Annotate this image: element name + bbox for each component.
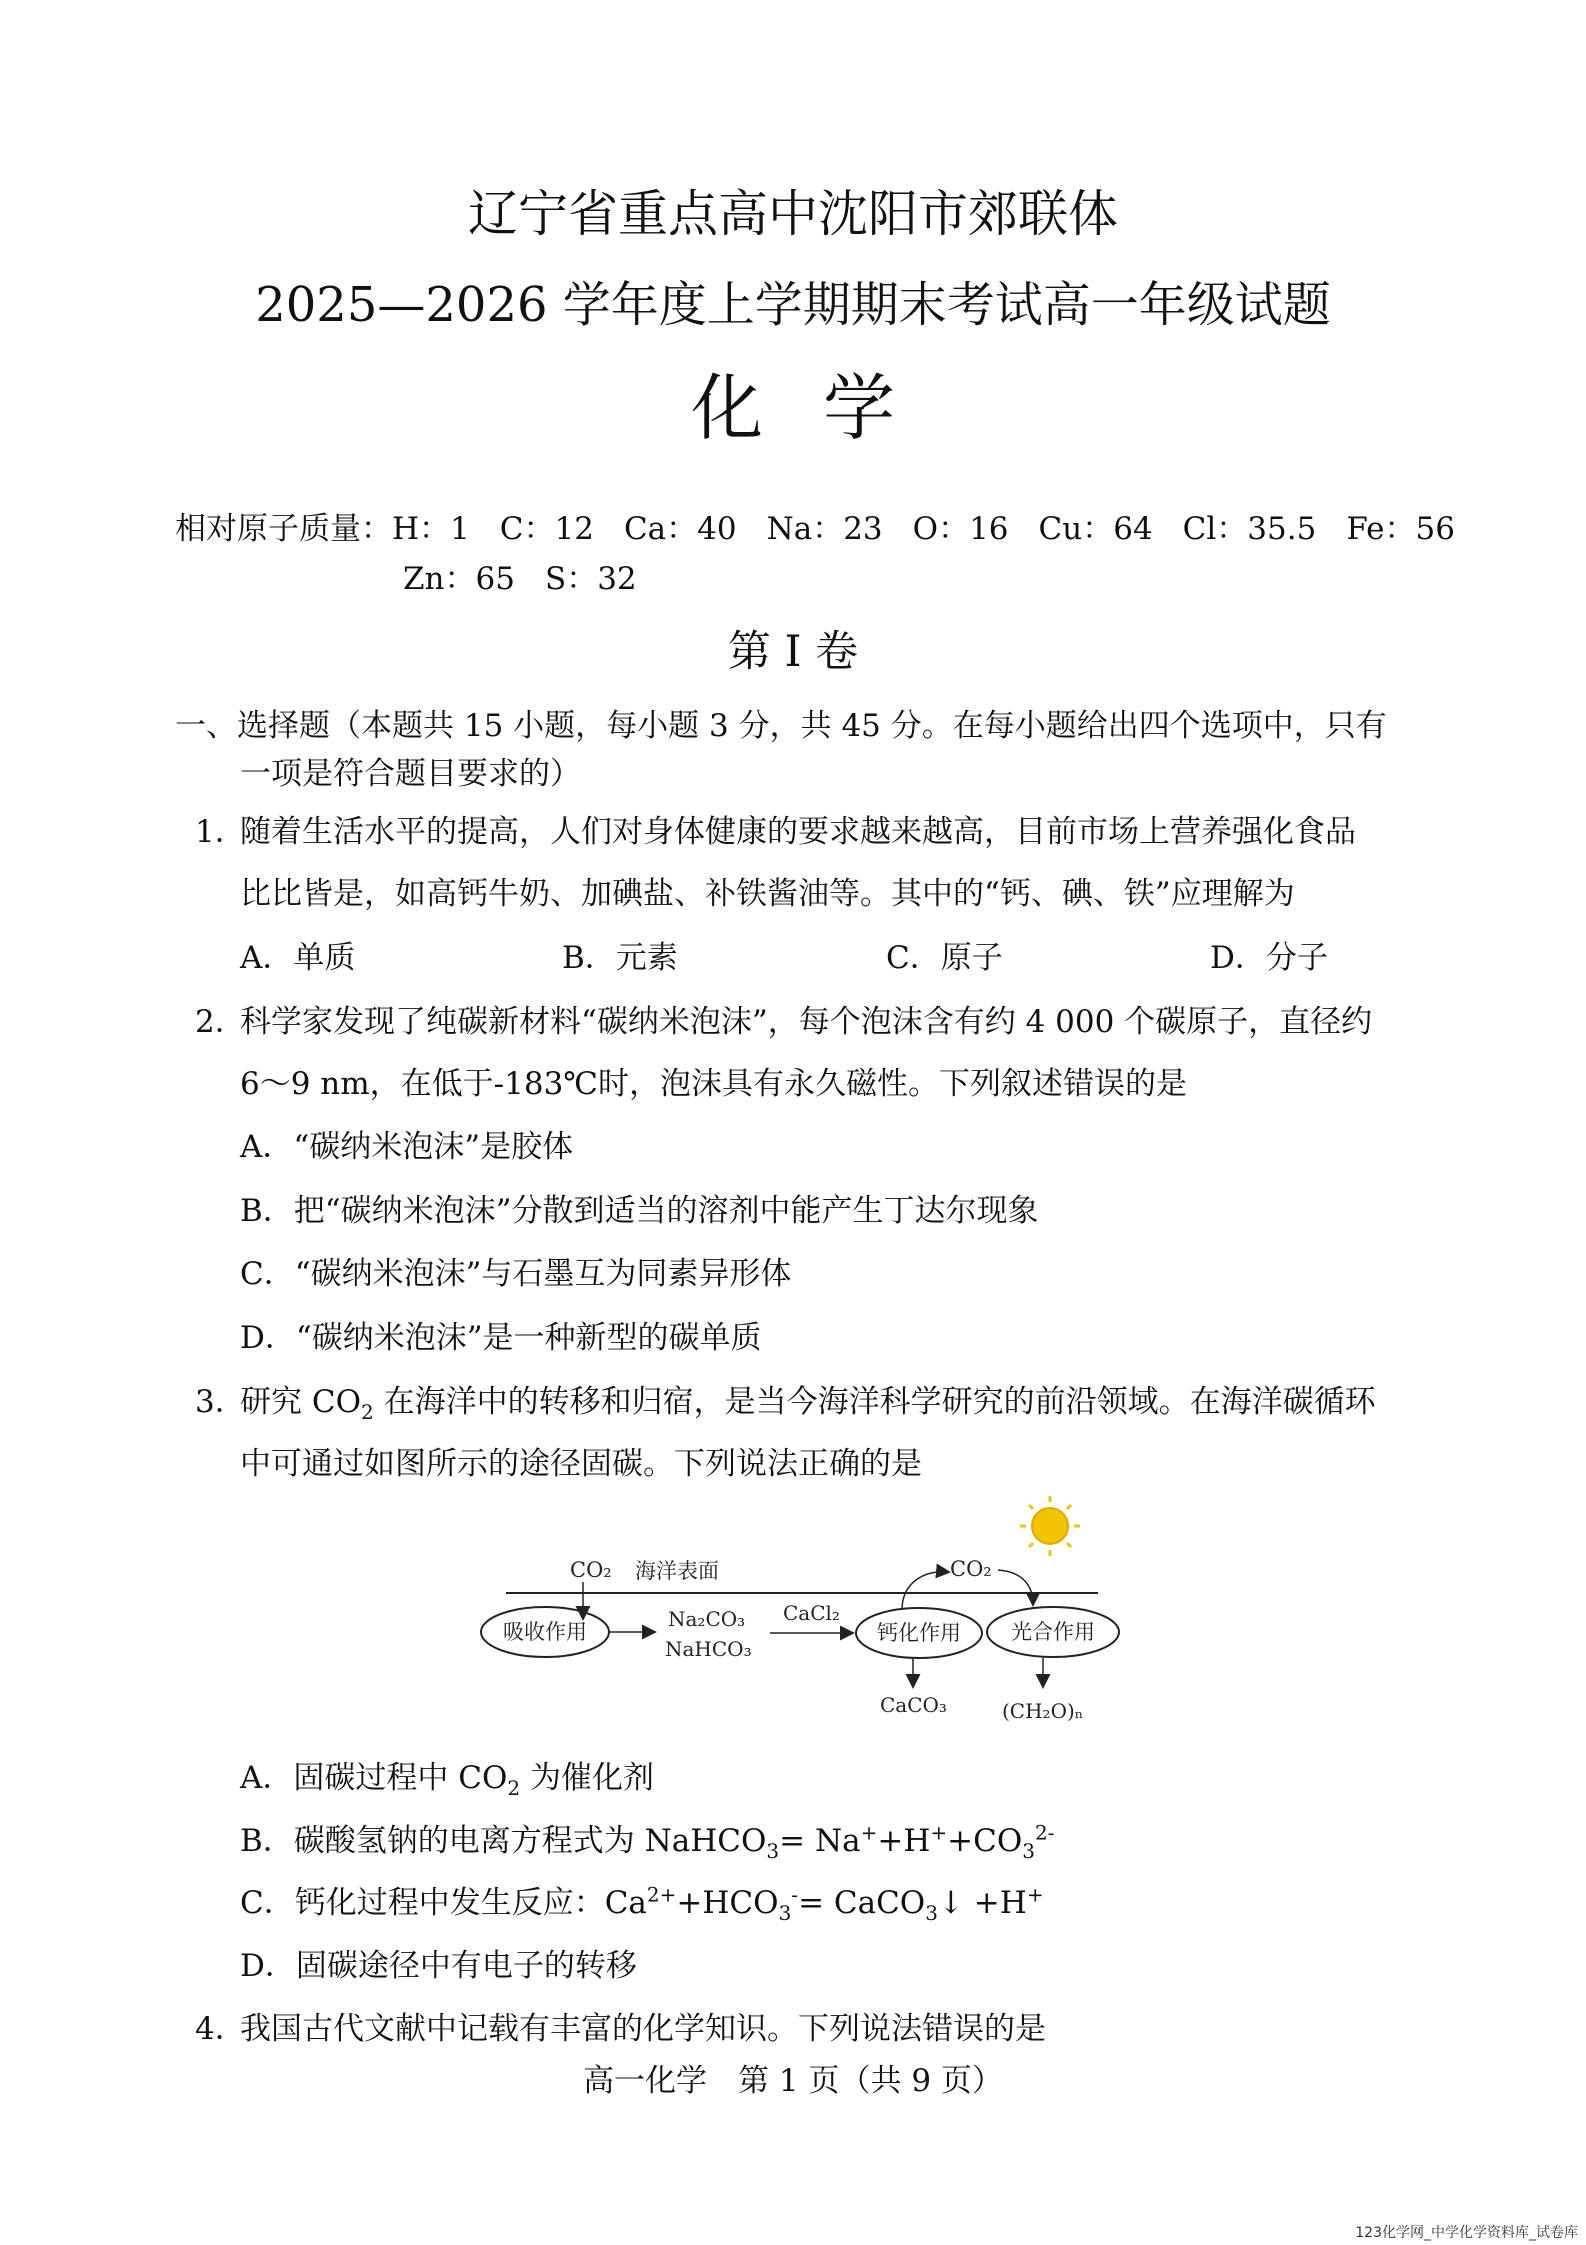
q3-option-d: D．固碳途径中有电子的转移 <box>240 1948 637 1984</box>
mass-item: Zn：65 <box>403 561 515 597</box>
mass-item: S：32 <box>544 561 637 597</box>
mass-item: C：12 <box>499 511 594 547</box>
co2-left-label: CO₂ <box>570 1558 612 1582</box>
calcify-label: 钙化作用 <box>877 1621 961 1645</box>
q2-option-d: D．“碳纳米泡沫”是一种新型的碳单质 <box>240 1320 762 1356</box>
nahco3-label: NaHCO₃ <box>665 1637 752 1661</box>
q3-option-a: A．固碳过程中 $CO_2$ 为催化剂 <box>240 1760 654 1801</box>
sea-surface-label: 海洋表面 <box>635 1559 719 1583</box>
source-watermark: 123化学网_中学化学资料库_试卷库 <box>1355 2225 1578 2241</box>
mass-item: Ca：40 <box>623 511 737 547</box>
mass-item: Na：23 <box>766 511 883 547</box>
q3-line1: 研究 $CO_2$ 在海洋中的转移和归宿，是当今海洋科学研究的前沿领域。在海洋碳循环 <box>240 1384 1376 1425</box>
q2-option-c: C．“碳纳米泡沫”与石墨互为同素异形体 <box>240 1256 792 1292</box>
page-footer: 高一化学 第 1 页（共 9 页） <box>583 2063 1003 2099</box>
q1-option-a: A．单质 <box>240 940 356 976</box>
q1-number: 1． <box>195 814 246 850</box>
caco3-label: CaCO₃ <box>880 1693 947 1717</box>
q2-line2: 6～9 nm，在低于-183℃时，泡沫具有永久磁性。下列叙述错误的是 <box>240 1066 1187 1102</box>
q2-line1: 科学家发现了纯碳新材料“碳纳米泡沫”，每个泡沫含有约 4 000 个碳原子，直径约 <box>240 1004 1373 1040</box>
q1-line1: 随着生活水平的提高，人们对身体健康的要求越来越高，目前市场上营养强化食品 <box>240 814 1356 850</box>
q1-line2: 比比皆是，如高钙牛奶、加碘盐、补铁酱油等。其中的“钙、碘、铁”应理解为 <box>240 876 1295 912</box>
q3-option-c: C．钙化过程中发生反应：$Ca^{2+}+HCO_3^-=$ CaCO$_3$↓ +H+ <box>240 1882 1044 1926</box>
carbon-fixation-diagram <box>470 1490 1130 1740</box>
mass-item: Cu：64 <box>1038 511 1153 547</box>
q2-number: 2． <box>195 1004 246 1040</box>
co2-release-arrow <box>902 1572 948 1610</box>
ch2o-label: (CH₂O)ₙ <box>1002 1699 1084 1723</box>
mass-item: O：16 <box>912 511 1009 547</box>
q3-line2: 中可通过如图所示的途径固碳。下列说法正确的是 <box>240 1446 922 1482</box>
mass-item: H：1 <box>392 511 470 547</box>
q3-number: 3． <box>195 1384 246 1420</box>
absorb-label: 吸收作用 <box>503 1620 587 1644</box>
q3-option-b: B．碳酸氢钠的电离方程式为 NaHCO$_3$= $Na^++H^++CO_3^{2-}$ <box>240 1820 1055 1864</box>
subject-title: 化学 <box>690 366 955 450</box>
volume-title: 第 I 卷 <box>727 627 859 677</box>
co2-right-label: CO₂ <box>950 1557 992 1581</box>
q4-number: 4． <box>195 2011 246 2047</box>
atomic-mass-label: 相对原子质量： <box>175 511 392 547</box>
mass-item: Fe：56 <box>1346 511 1455 547</box>
atomic-mass-row1 <box>175 503 1485 548</box>
atomic-mass-row2 <box>403 553 667 598</box>
sun-icon <box>1020 1496 1080 1556</box>
q1-option-c: C．原子 <box>886 940 1003 976</box>
section-instructions-line1: 一、选择题（本题共 15 小题，每小题 3 分，共 45 分。在每小题给出四个选项中，只有 <box>175 708 1387 744</box>
q1-option-d: D．分子 <box>1210 940 1328 976</box>
q1-option-b: B．元素 <box>562 940 678 976</box>
mass-item: Cl：35.5 <box>1182 511 1317 547</box>
q2-option-b: B．把“碳纳米泡沫”分散到适当的溶剂中能产生丁达尔现象 <box>240 1193 1039 1229</box>
photosynthesis-label: 光合作用 <box>1011 1620 1095 1644</box>
co2-uptake-arrow <box>998 1570 1033 1604</box>
section-instructions-line2: 一项是符合题目要求的） <box>240 756 581 792</box>
cacl2-label: CaCl₂ <box>783 1601 840 1625</box>
q4-line1: 我国古代文献中记载有丰富的化学知识。下列说法错误的是 <box>240 2011 1046 2047</box>
exam-title-line2: 2025—2026 学年度上学期期末考试高一年级试题 <box>255 277 1331 333</box>
exam-title-line1: 辽宁省重点高中沈阳市郊联体 <box>468 185 1118 243</box>
q2-option-a: A．“碳纳米泡沫”是胶体 <box>240 1129 574 1165</box>
na2co3-label: Na₂CO₃ <box>668 1607 746 1631</box>
